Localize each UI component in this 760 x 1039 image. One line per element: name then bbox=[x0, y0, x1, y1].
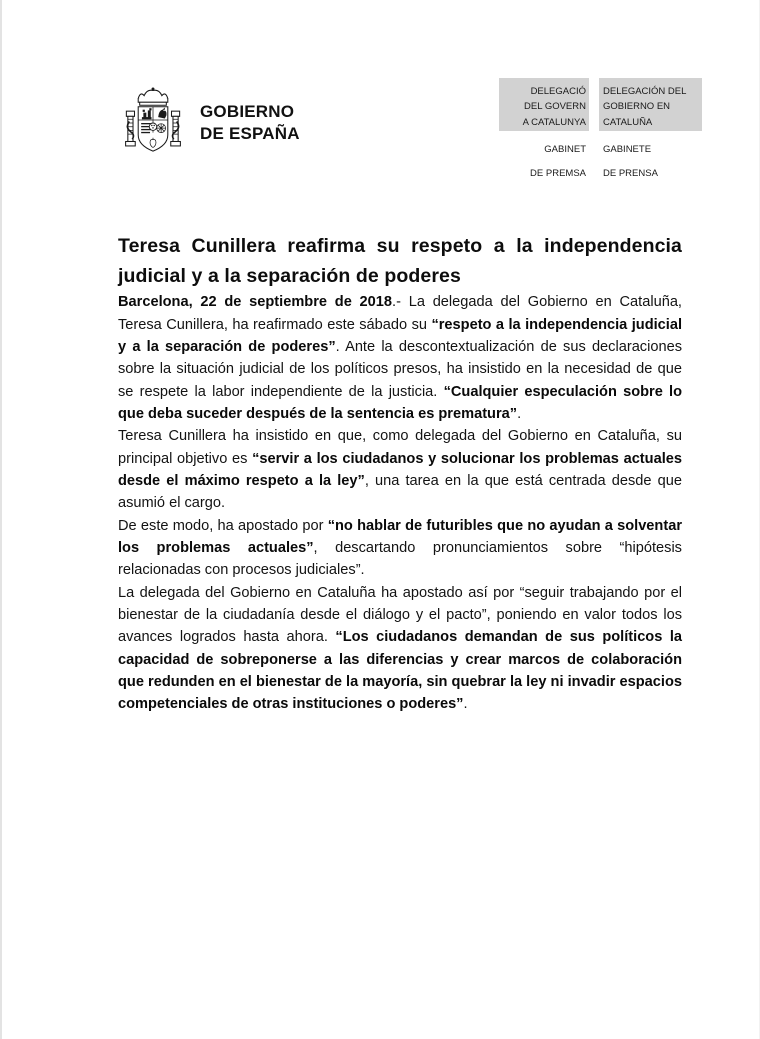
paragraph-1-quote-d: “Cualquier especulación sobre lo que deba suceder después de la sentencia es prematura” bbox=[118, 383, 682, 422]
branding-line-2: DE ESPAÑA bbox=[200, 124, 300, 143]
delegation-spanish-sub bbox=[599, 131, 702, 181]
document-body bbox=[118, 232, 682, 715]
paragraph-1 bbox=[118, 291, 682, 425]
paragraph-4 bbox=[118, 582, 682, 716]
paragraph-2 bbox=[118, 425, 682, 514]
paragraph-2-quote-b: “servir a los ciudadanos y solucionar los problemas actuales desde el máximo respeto a la ley” bbox=[118, 450, 682, 489]
press-office-spanish-line-2: DE PRENSA bbox=[603, 168, 658, 180]
document-header bbox=[2, 70, 760, 180]
paragraph-3-text-c: , descartando pronunciamientos sobre “hipótesis relacionadas con procesos judiciales”. bbox=[118, 539, 682, 579]
delegation-spanish-line-3: CATALUÑA bbox=[603, 116, 653, 128]
delegation-spanish bbox=[599, 78, 702, 181]
branding-text bbox=[200, 101, 300, 145]
branding-line-1: GOBIERNO bbox=[200, 102, 295, 122]
spanish-coat-of-arms-icon bbox=[116, 86, 190, 160]
paragraph-4-text-a: La delegada del Gobierno en Cataluña ha apostado así por “seguir trabajando por el bienestar de la ciudadanía desde el diálogo y el pacto”, poniendo en valor todos los avances logrados hasta ahora. bbox=[118, 584, 682, 646]
paragraph-1-text-e: . bbox=[517, 405, 522, 422]
press-office-catalan-line-1: GABINET bbox=[544, 144, 586, 155]
delegation-catalan-line-1: DELEGACIÓ bbox=[530, 86, 586, 97]
paragraph-2-text-a: Teresa Cunillera ha insistido en que, como delegada del Gobierno en Cataluña, su principal objetivo es bbox=[118, 428, 682, 467]
paragraph-3-text-a: De este modo, ha apostado por bbox=[118, 517, 328, 534]
press-office-spanish-line-1: GABINETE bbox=[603, 144, 652, 155]
dateline: Barcelona, 22 de septiembre de 2018 bbox=[118, 294, 393, 311]
government-branding bbox=[116, 86, 300, 160]
paragraph-2-text-c: , una tarea en la que está centrada desde que asumió el cargo. bbox=[118, 472, 683, 512]
delegation-spanish-box bbox=[599, 78, 702, 131]
delegation-catalan bbox=[499, 78, 589, 181]
paragraph-3-quote-b: “no hablar de futuribles que no ayudan a solventar los problemas actuales” bbox=[118, 517, 682, 556]
page-title: Teresa Cunillera reafirma su respeto a la independencia judicial y a la separación de poderes bbox=[118, 235, 682, 287]
paragraph-3 bbox=[118, 515, 682, 582]
delegation-spanish-line-2: GOBIERNO EN bbox=[603, 101, 671, 113]
paragraph-4-text-c: . bbox=[463, 696, 468, 713]
delegation-catalan-box bbox=[499, 78, 589, 131]
paragraph-4-quote-b: “Los ciudadanos demandan de sus políticos la capacidad de sobreponerse a las diferencias y crear marcos de colaboración que redunden en el bienestar de la mayoría, sin quebrar la ley ni invadir espacios competenciales de otras instituciones o poderes” bbox=[118, 629, 682, 713]
press-office-catalan-line-2: DE PREMSA bbox=[530, 168, 586, 180]
paragraph-1-quote-b: “respeto a la independencia judicial y a la separación de poderes” bbox=[118, 316, 682, 355]
paragraph-1-text-c: . Ante la descontextualización de sus declaraciones sobre la situación judicial de los políticos presos, ha insistido en la necesidad de que se respete la labor independiente de la justicia. bbox=[118, 338, 682, 400]
delegation-catalan-line-3: A CATALUNYA bbox=[522, 116, 586, 128]
delegation-blocks bbox=[499, 78, 702, 181]
delegation-catalan-line-2: DEL GOVERN bbox=[524, 101, 586, 113]
paragraph-1-text-a: .- La delegada del Gobierno en Cataluña, Teresa Cunillera, ha reafirmado este sábado su bbox=[118, 294, 682, 333]
delegation-spanish-line-1: DELEGACIÓN DEL bbox=[603, 86, 687, 97]
delegation-catalan-sub bbox=[499, 131, 589, 181]
